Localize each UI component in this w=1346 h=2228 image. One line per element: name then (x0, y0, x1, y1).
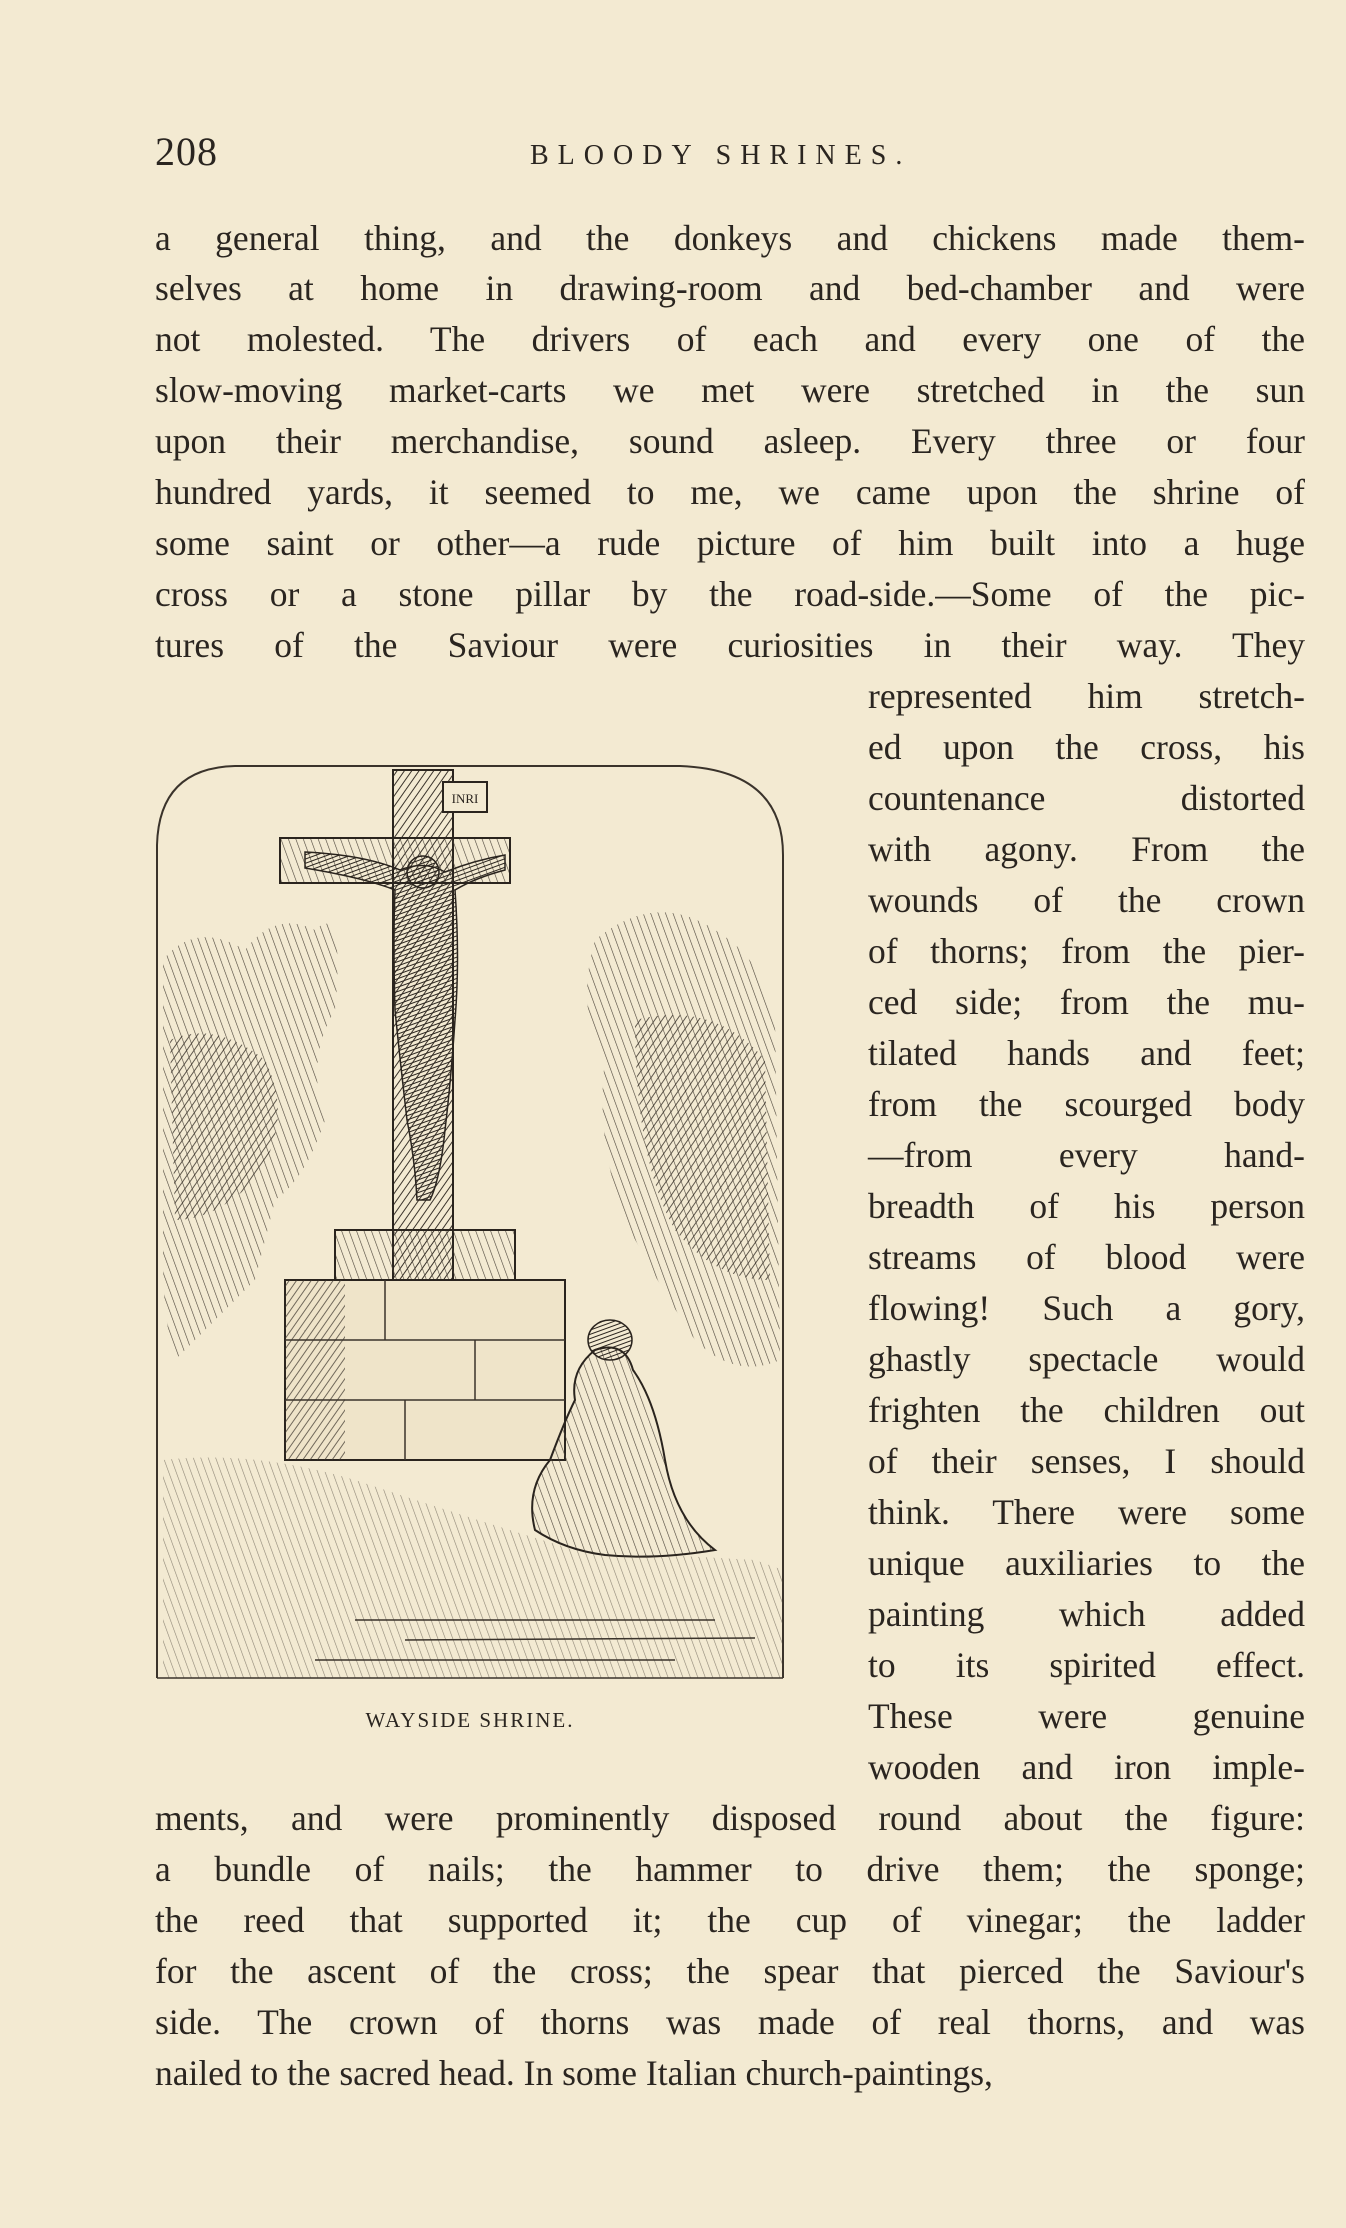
side-line: ced side; from the mu- (868, 982, 1305, 1022)
body-line: ments, and were prominently disposed round about the figure: (155, 1798, 1305, 1838)
ground (163, 1458, 783, 1679)
cross-sign-text: INRI (451, 791, 479, 806)
crucifix-head (407, 856, 439, 888)
side-line: think. There were some (868, 1492, 1305, 1532)
body-line: hundred yards, it seemed to me, we came upon the shrine of (155, 472, 1305, 512)
figure-caption: WAYSIDE SHRINE. (365, 1708, 575, 1732)
body-line: for the ascent of the cross; the spear that pierced the Saviour's (155, 1951, 1305, 1991)
side-line: to its spirited effect. (868, 1645, 1305, 1685)
side-line: of thorns; from the pier- (868, 931, 1305, 971)
body-line: selves at home in drawing-room and bed-chamber and were (155, 268, 1305, 308)
body-line: a bundle of nails; the hammer to drive them; the sponge; (155, 1849, 1305, 1889)
body-line: tures of the Saviour were curiosities in their way. They (155, 625, 1305, 665)
side-line: represented him stretch- (868, 676, 1305, 716)
side-line: —from every hand- (868, 1135, 1305, 1175)
body-line: some saint or other—a rude picture of him built into a huge (155, 523, 1305, 563)
side-line: ed upon the cross, his (868, 727, 1305, 767)
running-title: BLOODY SHRINES. (530, 140, 912, 171)
side-line: frighten the children out (868, 1390, 1305, 1430)
woman-head (588, 1320, 632, 1360)
side-line: streams of blood were (868, 1237, 1305, 1277)
body-line: cross or a stone pillar by the road-side.—Some of the pic- (155, 574, 1305, 614)
side-line: These were genuine (868, 1696, 1305, 1736)
running-head (155, 128, 1305, 178)
side-line: unique auxiliaries to the (868, 1543, 1305, 1583)
side-line: tilated hands and feet; (868, 1033, 1305, 1073)
side-line: wounds of the crown (868, 880, 1305, 920)
side-line: ghastly spectacle would (868, 1339, 1305, 1379)
side-line: flowing! Such a gory, (868, 1288, 1305, 1328)
side-line: from the scourged body (868, 1084, 1305, 1124)
side-line: countenance distorted (868, 778, 1305, 818)
page-number: 208 (155, 129, 218, 174)
side-line: painting which added (868, 1594, 1305, 1634)
body-line: side. The crown of thorns was made of real thorns, and was (155, 2002, 1305, 2042)
side-line: wooden and iron imple- (868, 1747, 1305, 1787)
plinth-top (335, 1230, 515, 1280)
wayside-shrine-illustration (155, 760, 785, 1732)
body-line: not molested. The drivers of each and every one of the (155, 319, 1305, 359)
side-line: with agony. From the (868, 829, 1305, 869)
engraving-image (155, 760, 785, 1680)
side-line: breadth of his person (868, 1186, 1305, 1226)
side-line: of their senses, I should (868, 1441, 1305, 1481)
body-line: slow-moving market-carts we met were stretched in the sun (155, 370, 1305, 410)
body-line: nailed to the sacred head. In some Italian church-paintings, (155, 2053, 993, 2093)
body-line: a general thing, and the donkeys and chickens made them- (155, 218, 1305, 258)
body-line: upon their merchandise, sound asleep. Every three or four (155, 421, 1305, 461)
body-line: the reed that supported it; the cup of vinegar; the ladder (155, 1900, 1305, 1940)
